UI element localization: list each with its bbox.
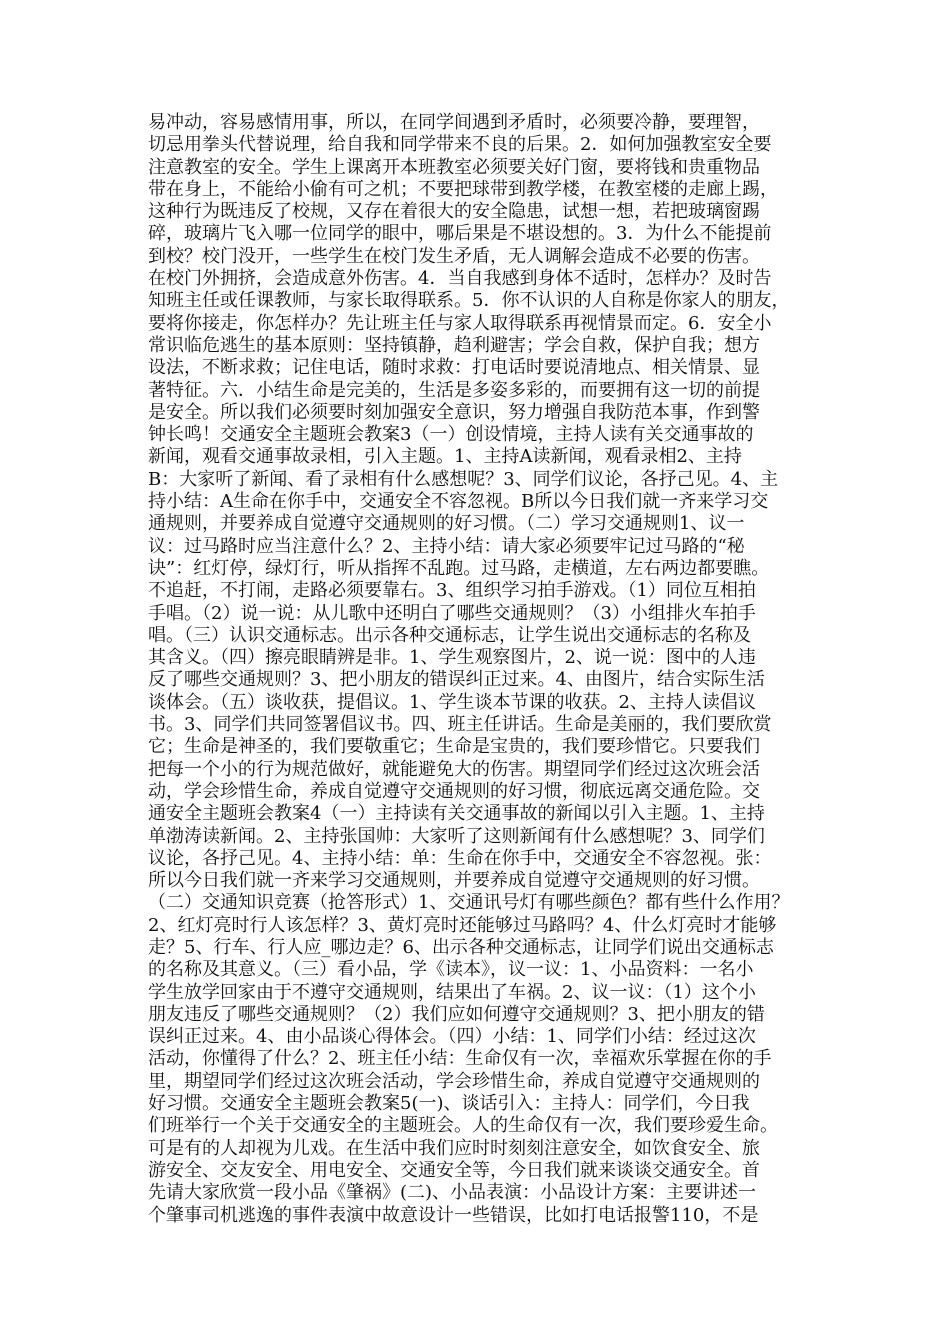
text-line: 所以今日我们就一齐来学习交通规则，并要养成自觉遵守交通规则的好习惯。 [148, 870, 760, 892]
text-line: 唱。（三）认识交通标志。出示各种交通标志，让学生说出交通标志的名称及 [148, 624, 751, 646]
text-line: 书。3、同学们共同签署倡议书。四、班主任讲话。生命是美丽的，我们要欣赏 [148, 714, 772, 736]
text-line: 活动，你懂得了什么？2、班主任小结：生命仅有一次，幸福欢乐掌握在你的手 [148, 1048, 772, 1070]
text-line: 带在身上，不能给小偷有可之机；不要把球带到教学楼，在教室楼的走廊上踢， [148, 178, 778, 200]
text-line: 议论，各抒己见。4、主持小结：单：生命在你手中，交通安全不容忽视。张： [148, 847, 772, 869]
text-line: 设法，不断求救；记住电话，随时求救：打电话时要说清地点、相关情景、显 [148, 357, 760, 379]
text-line: 议：过马路时应当注意什么？2、主持小结：请大家必须要牢记过马路的“秘 [148, 535, 745, 557]
text-line: 走？5、行车、行人应_哪边走？6、出示各种交通标志，让同学们说出交通标志 [148, 936, 774, 958]
text-line: 诀”：红灯停，绿灯行，听从指挥不乱跑。过马路，走横道，左右两边都要瞧。 [148, 557, 770, 579]
text-line: 钟长鸣！交通安全主题班会教案3（一）创设情境，主持人读有关交通事故的 [148, 424, 754, 446]
text-line: 通规则，并要养成自觉遵守交通规则的好习惯。（二）学习交通规则1、议一 [148, 513, 745, 535]
text-line: 注意教室的安全。学生上课离开本班教室必须要关好门窗，要将钱和贵重物品 [148, 156, 760, 178]
text-line: 谈体会。（五）谈收获，提倡议。1、学生谈本节课的收获。2、主持人读倡议 [148, 691, 756, 713]
text-line: 易冲动，容易感情用事，所以，在同学间遇到矛盾时，必须要冷静，要理智， [148, 112, 760, 133]
text-line: 单渤涛读新闻。2、主持张国帅：大家听了这则新闻有什么感想呢？3、同学们 [148, 825, 765, 847]
text-line: B：大家听了新闻、看了录相有什么感想呢？3、同学们议论，各抒己见。4、主 [148, 468, 779, 490]
text-line: 到校？校门没开，一些学生在校门发生矛盾，无人调解会造成不必要的伤害。 [148, 245, 760, 267]
text-line: 反了哪些交通规则？3、把小朋友的错误纠正过来。4、由图片，结合实际生活 [148, 669, 765, 691]
text-line: 知班主任或任课教师，与家长取得联系。5．你不认识的人自称是你家人的朋友， [148, 290, 790, 312]
text-line: 持小结：A生命在你手中，交通安全不容忽视。B所以今日我们就一齐来学习交 [148, 491, 769, 513]
text-line: 要将你接走，你怎样办？先让班主任与家人取得联系再视情景而定。6．安全小 [148, 312, 772, 334]
text-line: 在校门外拥挤，会造成意外伤害。4．当自我感到身体不适时，怎样办？及时告 [148, 268, 772, 290]
text-line: 学生放学回家由于不遵守交通规则，结果出了车祸。2、议一议：（1）这个小 [148, 981, 756, 1003]
text-line: 里，期望同学们经过这次班会活动，学会珍惜生命，养成自觉遵守交通规则的 [148, 1070, 760, 1092]
text-line: 著特征。六．小结生命是完美的，生活是多姿多彩的，而要拥有这一切的前提 [148, 379, 760, 401]
text-line: 可是有的人却视为儿戏。在生活中我们应时时刻刻注意安全，如饮食安全、旅 [148, 1137, 760, 1159]
text-line: 不追赶，不打闹，走路必须要靠右。3、组织学习拍手游戏。（1）同位互相拍 [148, 580, 756, 602]
document-body [148, 112, 828, 1227]
text-line: 通安全主题班会教案4（一）主持读有关交通事故的新闻以引入主题。1、主持 [148, 803, 765, 825]
text-line: 手唱。（2）说一说：从儿歌中还明白了哪些交通规则？（3）小组排火车拍手 [148, 602, 756, 624]
text-line: 游安全、交友安全、用电安全、交通安全等，今日我们就来谈谈交通安全。首 [148, 1159, 760, 1181]
text-line: 切忌用拳头代替说理，给自我和同学带来不良的后果。2．如何加强教室安全要 [148, 134, 772, 156]
text-line: 把每一个小的行为规范做好，就能避免大的伤害。期望同学们经过这次班会活 [148, 758, 760, 780]
text-line: 是安全。所以我们必须要时刻加强安全意识，努力增强自我防范本事，作到警 [148, 401, 760, 423]
text-line: 们班举行一个关于交通安全的主题班会。人的生命仅有一次，我们要珍爱生命。 [148, 1115, 778, 1137]
text-line: 其含义。（四）擦亮眼睛辨是非。1、学生观察图片，2、说一说：图中的人违 [148, 647, 756, 669]
text-line: 常识临危逃生的基本原则：坚持镇静，趋利避害；学会自救，保护自我；想方 [148, 334, 760, 356]
text-line: 这种行为既违反了校规，又存在着很大的安全隐患，试想一想，若把玻璃窗踢 [148, 201, 760, 223]
text-line: 朋友违反了哪些交通规则？（2）我们应如何遵守交通规则？3、把小朋友的错 [148, 1003, 765, 1025]
text-line: 动，学会珍惜生命，养成自觉遵守交通规则的好习惯，彻底远离交通危险。交 [148, 780, 760, 802]
text-line: 个肇事司机逃逸的事件表演中故意设计一些错误，比如打电话报警110，不是 [148, 1204, 759, 1226]
text-line: （二）交通知识竞赛（抢答形式）1、交通讯号灯有哪些颜色？都有些什么作用？ [148, 892, 790, 914]
text-line: 误纠正过来。4、由小品谈心得体会。（四）小结：1、同学们小结：经过这次 [148, 1026, 756, 1048]
text-line: 2、红灯亮时行人该怎样？3、黄灯亮时还能够过马路吗？4、什么灯亮时才能够 [148, 914, 777, 936]
text-line: 新闻，观看交通事故录相，引入主题。1、主持A读新闻，观看录相2、主持 [148, 446, 742, 468]
text-line: 的名称及其意义。（三）看小品，学《读本》，议一议：1、小品资料：一名小 [148, 959, 754, 981]
text-line: 碎，玻璃片飞入哪一位同学的眼中，哪后果是不堪设想的。3．为什么不能提前 [148, 223, 772, 245]
text-line: 好习惯。交通安全主题班会教案5(一)、谈话引入：主持人：同学们，今日我 [148, 1093, 750, 1115]
text-line: 它；生命是神圣的，我们要敬重它；生命是宝贵的，我们要珍惜它。只要我们 [148, 736, 760, 758]
text-line: 先请大家欣赏一段小品《肇祸》(二)、小品表演：小品设计方案：主要讲述一 [148, 1182, 757, 1204]
